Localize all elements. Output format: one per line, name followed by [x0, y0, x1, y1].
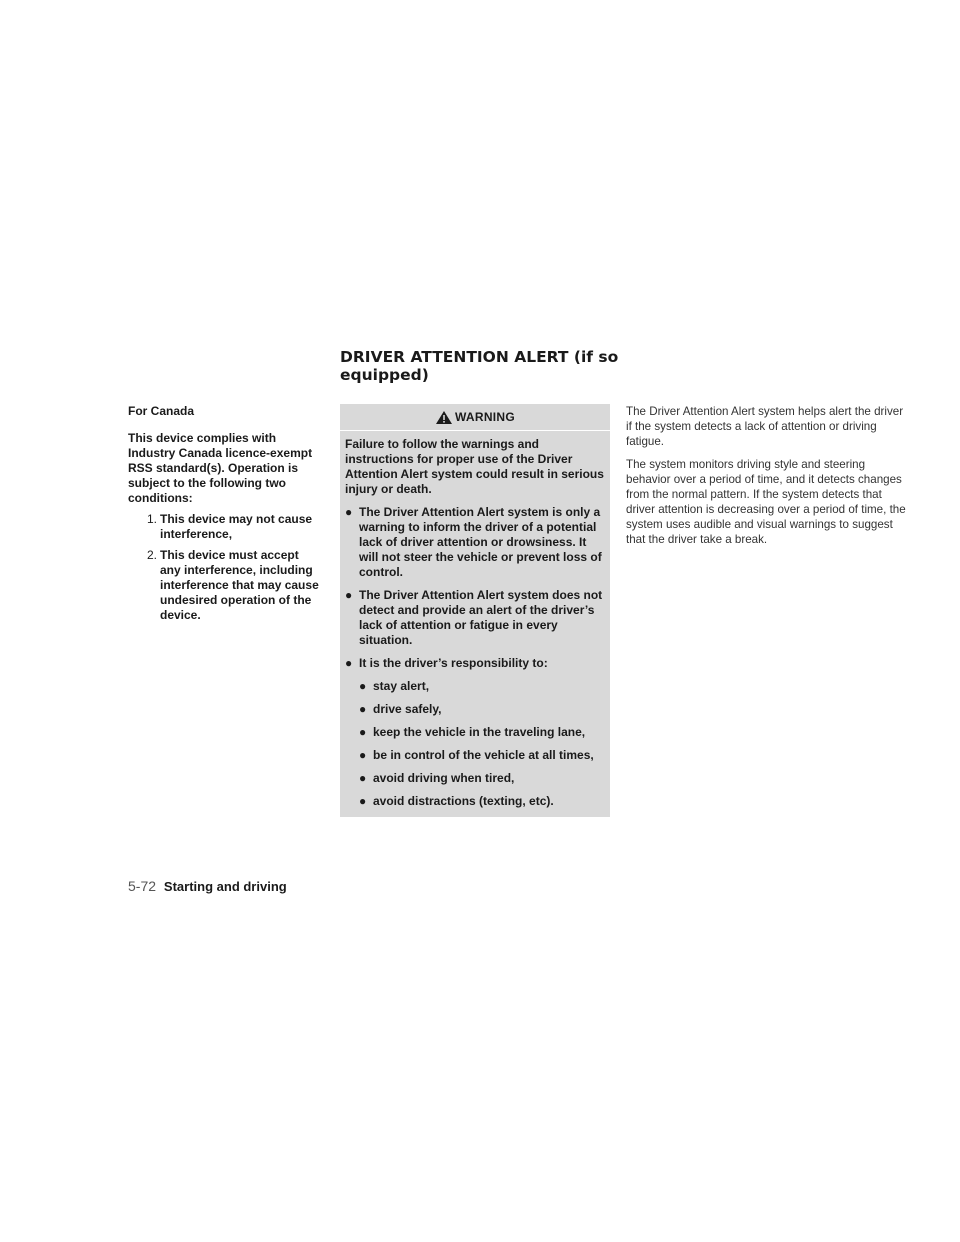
responsibility-bullet: [359, 725, 605, 740]
warning-bullet: [345, 656, 605, 671]
condition-item: [128, 512, 320, 542]
bullet-icon: ●: [359, 679, 367, 693]
bullet-text: stay alert,: [373, 679, 430, 693]
responsibility-bullet: [359, 771, 605, 786]
condition-item: [128, 548, 320, 623]
warning-bullet: [345, 588, 605, 648]
bullet-icon: ●: [359, 748, 367, 762]
condition-text: This device must accept any interference, including interference that may cause undesired operation of the device.: [160, 548, 319, 622]
warning-header: [340, 404, 610, 431]
responsibility-bullet: [359, 702, 605, 717]
condition-text: This device may not cause interference,: [160, 512, 313, 541]
bullet-text: The Driver Attention Alert system does not detect and provide an alert of the driver’s lack of attention or fatigue in every situation.: [359, 588, 603, 647]
section-title: DRIVER ATTENTION ALERT (if so equipped): [340, 348, 619, 384]
bullet-icon: ●: [359, 794, 367, 808]
warning-triangle-icon: [435, 410, 453, 425]
bullet-icon: ●: [359, 702, 367, 716]
bullet-text: The Driver Attention Alert system is only a warning to inform the driver of a potential lack of driver attention or drowsiness. It will not steer the vehicle or prevent loss of control.: [359, 505, 602, 579]
bullet-icon: ●: [345, 588, 353, 602]
bullet-text: avoid distractions (texting, etc).: [373, 794, 554, 808]
bullet-icon: ●: [345, 505, 353, 519]
warning-title: WARNING: [454, 409, 516, 424]
description-paragraph: The Driver Attention Alert system helps alert the driver if the system detects a lack of attention or driving fatigue.: [626, 405, 904, 448]
right-column: [626, 404, 908, 555]
bullet-text: keep the vehicle in the traveling lane,: [373, 725, 586, 739]
bullet-text: avoid driving when tired,: [373, 771, 515, 785]
condition-number: 2.: [146, 548, 157, 562]
responsibility-bullet: [359, 748, 605, 763]
bullet-text: drive safely,: [373, 702, 442, 716]
warning-bullet: [345, 505, 605, 580]
bullet-text: It is the driver’s responsibility to:: [359, 656, 548, 670]
page-footer: [128, 878, 287, 894]
bullet-icon: ●: [359, 725, 367, 739]
responsibility-bullet: [359, 679, 605, 694]
page-number: 5-72: [128, 878, 157, 894]
bullet-icon: ●: [345, 656, 353, 670]
warning-box: [340, 404, 610, 817]
left-column: [128, 404, 320, 629]
bullet-icon: ●: [359, 771, 367, 785]
warning-intro: Failure to follow the warnings and instructions for proper use of the Driver Attention Alert system could result in serious injury or death.: [345, 437, 604, 496]
compliance-intro: This device complies with Industry Canada licence-exempt RSS standard(s). Operation is subject to the following two conditions:: [128, 431, 313, 505]
condition-number: 1.: [146, 512, 157, 526]
description-paragraph: The system monitors driving style and steering behavior over a period of time, and it detects changes from the normal pattern. If the system detects that driver attention is decreasing over a period of time, the system uses audible and visual warnings to suggest that the driver take a break.: [626, 458, 906, 546]
middle-column: [340, 404, 610, 817]
responsibility-bullet: [359, 794, 605, 809]
bullet-text: be in control of the vehicle at all times,: [373, 748, 594, 762]
footer-section-title: Starting and driving: [163, 879, 287, 894]
subsection-heading: For Canada: [128, 404, 195, 418]
